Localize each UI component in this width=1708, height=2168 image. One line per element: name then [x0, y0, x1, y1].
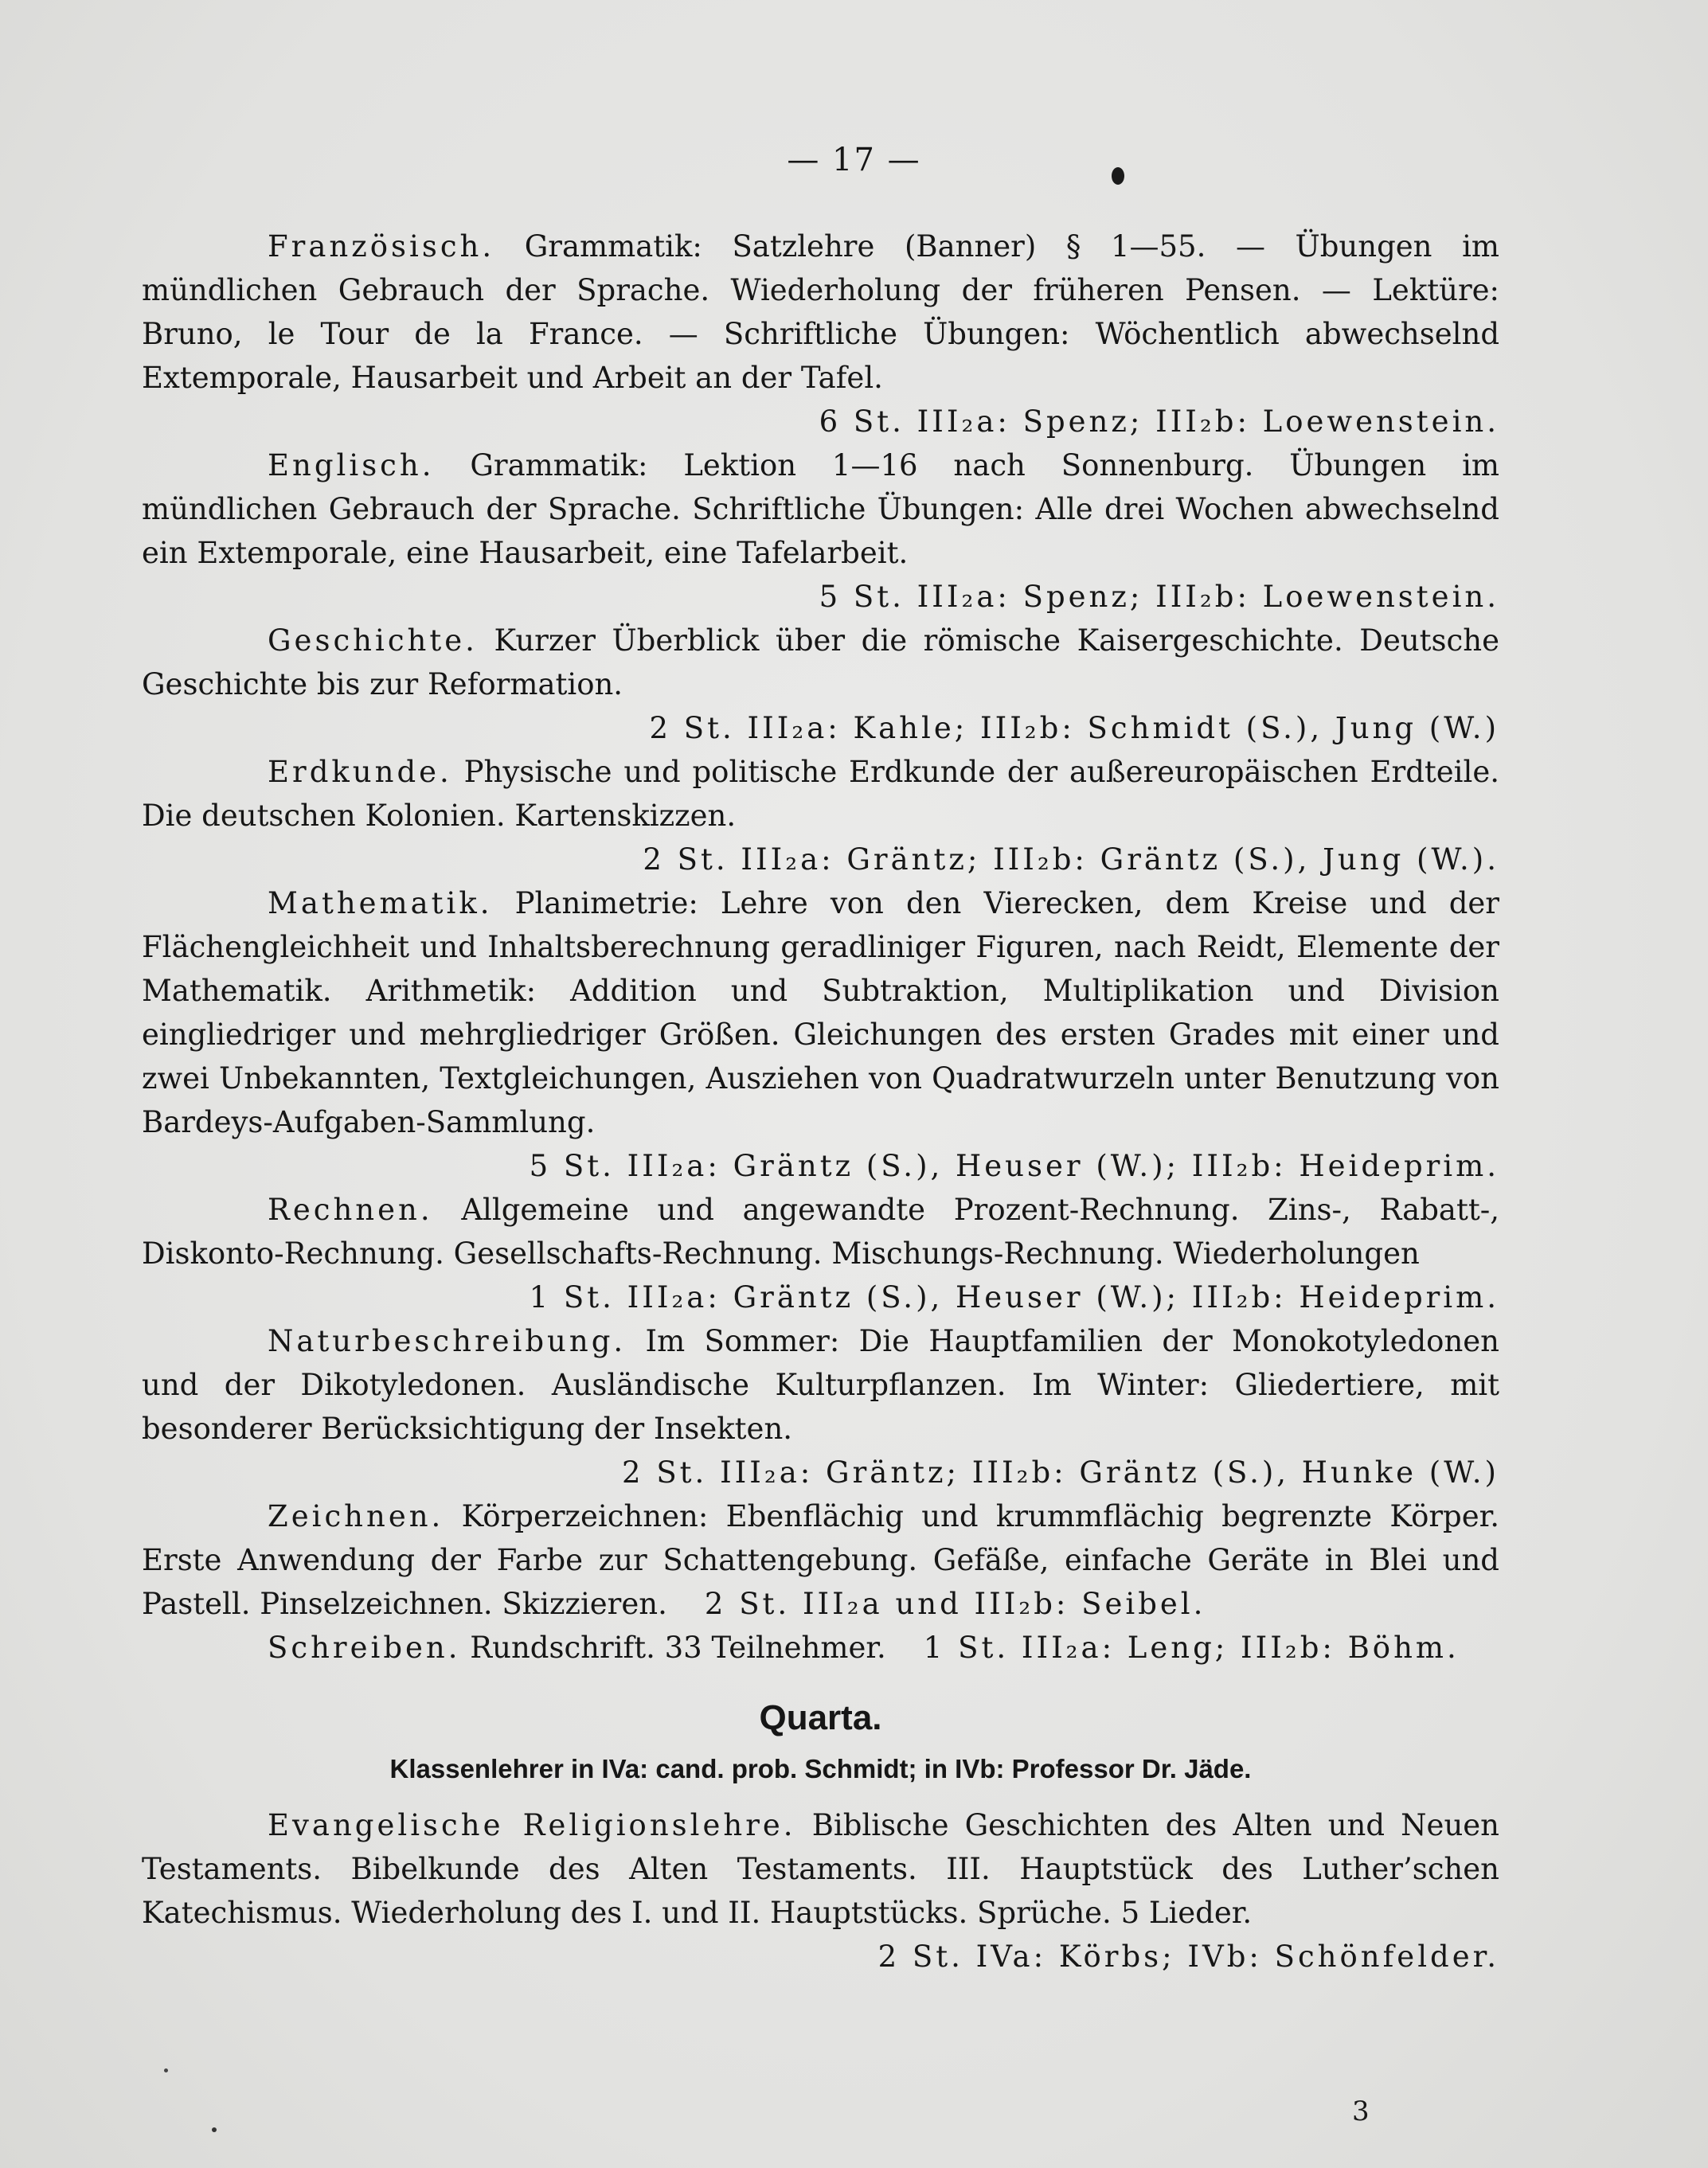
subject-paragraph-erdkunde: [142, 750, 1499, 838]
subject-heading: Naturbeschreibung.: [268, 1324, 627, 1358]
subject-heading: Evangelische Religionslehre.: [268, 1808, 796, 1842]
subject-paragraph-englisch: [142, 443, 1499, 575]
teacher-assignment: 5 St. III₂a: Gräntz (S.), Heuser (W.); III₂b: Heideprim.: [529, 1149, 1499, 1183]
class-teacher-line: Klassenlehrer in IVa: cand. prob. Schmidt; in IVb: Professor Dr. Jäde.: [389, 1754, 1252, 1783]
subject-paragraph-franzoesisch: [142, 225, 1499, 400]
teacher-assignment: 2 St. III₂a: Gräntz; III₂b: Gräntz (S.), Hunke (W.): [622, 1455, 1499, 1490]
ink-dot: [212, 2127, 217, 2132]
teacher-assignment: 2 St. III₂a: Kahle; III₂b: Schmidt (S.), Jung (W.): [649, 711, 1499, 745]
teacher-assignment: 5 St. III₂a: Spenz; III₂b: Loewenstein.: [819, 580, 1499, 614]
subject-text: Körperzeichnen: Ebenflächig und krummflächig begrenzte Körper. Erste Anwendung der Farbe zur Schattengebung. Gefäße, einfache Geräte in Blei und Pastell. Pinselzeichnen. Skizzieren.: [142, 1499, 1499, 1621]
teacher-assignment: 2 St. III₂a: Gräntz; III₂b: Gräntz (S.), Jung (W.).: [643, 842, 1499, 877]
subject-paragraph-geschichte: [142, 619, 1499, 706]
page-number: — 17 —: [787, 142, 921, 178]
subject-text: Biblische Geschichten des Alten und Neuen Testaments. Bibelkunde des Alten Testaments. III. Hauptstück des Luther’schen Katechismus. Wiederholung des I. und II. Hauptstücks. Sprüche. 5 Lieder.: [142, 1808, 1499, 1930]
teacher-assignment: 2 St. IVa: Körbs; IVb: Schönfelder.: [877, 1939, 1499, 1974]
subject-heading: Englisch.: [268, 448, 435, 482]
subject-text: Planimetrie: Lehre von den Vierecken, dem Kreise und der Flächengleichheit und Inhaltsberechnung geradliniger Figuren, nach Reidt, Elemente der Mathematik. Arithmetik: Addition und Subtraktion, Multiplikation und Division eingliedriger und mehrgliedriger Größen. Gleichungen des ersten Grades mit einer und zwei Unbekannten, Textgleichungen, Ausziehen von Quadratwurzeln unter Benutzung von Bardeys-Aufgaben-Sammlung.: [142, 886, 1499, 1139]
teacher-assignment: 1 St. III₂a: Gräntz (S.), Heuser (W.); III₂b: Heideprim.: [529, 1280, 1499, 1314]
subject-text: Rundschrift. 33 Teilnehmer.: [460, 1631, 886, 1665]
subject-heading: Französisch.: [268, 229, 495, 264]
subject-heading: Mathematik.: [268, 886, 493, 920]
subject-heading: Erdkunde.: [268, 755, 452, 789]
section-title: Quarta.: [759, 1698, 882, 1737]
page-body: [142, 225, 1499, 1979]
subject-text: Physische und politische Erdkunde der außereuropäischen Erdteile. Die deutschen Kolonien. Kartenskizzen.: [142, 755, 1499, 833]
subject-paragraph-religion: [142, 1803, 1499, 1935]
subject-text: Allgemeine und angewandte Prozent-Rechnung. Zins-, Rabatt-, Diskonto-Rechnung. Gesellschafts-Rechnung. Mischungs-Rechnung. Wiederholungen: [142, 1193, 1499, 1271]
subject-paragraph-schreiben: [142, 1626, 1499, 1670]
subject-paragraph-mathematik: [142, 881, 1499, 1144]
teacher-assignment: 1 St. III₂a: Leng; III₂b: Böhm.: [923, 1631, 1460, 1665]
subject-heading: Geschichte.: [268, 623, 478, 658]
subject-heading: Rechnen.: [268, 1193, 433, 1227]
subject-paragraph-naturbeschreibung: [142, 1319, 1499, 1451]
subject-heading: Zeichnen.: [268, 1499, 444, 1533]
ink-dot: [164, 2068, 168, 2072]
subject-text: Grammatik: Lektion 1—16 nach Sonnenburg. Übungen im mündlichen Gebrauch der Sprache. Schriftliche Übungen: Alle drei Wochen abwechselnd ein Extemporale, eine Hausarbeit, eine Tafelarbeit.: [142, 448, 1499, 570]
teacher-assignment: 6 St. III₂a: Spenz; III₂b: Loewenstein.: [819, 404, 1499, 439]
subject-text: Grammatik: Satzlehre (Banner) § 1—55. — Übungen im mündlichen Gebrauch der Sprache. Wiederholung der früheren Pensen. — Lektüre: Bruno, le Tour de la France. — Schriftliche Übungen: Wöchentlich abwechselnd Extemporale, Hausarbeit und Arbeit an der Tafel.: [142, 229, 1499, 395]
subject-paragraph-rechnen: [142, 1188, 1499, 1275]
subject-text: Kurzer Überblick über die römische Kaisergeschichte. Deutsche Geschichte bis zur Reformation.: [142, 623, 1499, 701]
subject-text: Im Sommer: Die Hauptfamilien der Monokotyledonen und der Dikotyledonen. Ausländische Kulturpflanzen. Im Winter: Gliedertiere, mit besonderer Berücksichtigung der Insekten.: [142, 1324, 1499, 1446]
subject-heading: Schreiben.: [268, 1631, 461, 1665]
ink-dot: [1112, 167, 1124, 185]
teacher-assignment: 2 St. III₂a und III₂b: Seibel.: [704, 1587, 1206, 1621]
signature-mark: 3: [1352, 2096, 1370, 2127]
subject-paragraph-zeichnen: [142, 1494, 1499, 1626]
